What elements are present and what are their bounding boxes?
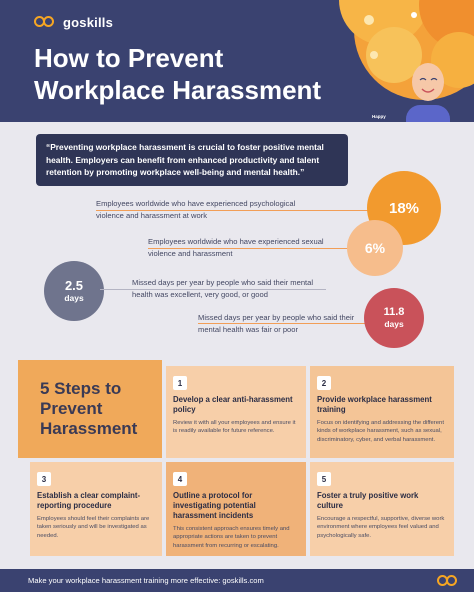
step-title: Provide workplace harassment training	[317, 395, 432, 414]
step-card-3	[30, 462, 162, 556]
step-number: 4	[173, 472, 187, 486]
quote-box: “Preventing workplace harassment is crucial to foster positive mental health. Employers can benefit from enhanced productivity and talent retention by promoting workplace well-being and mental health.”	[36, 134, 348, 186]
stat-label-good-health: Missed days per year by people who said their mental health was excellent, very good, or good	[132, 278, 314, 299]
footer-cta-link[interactable]: Make your workplace harassment training more effective: goskills.com	[28, 576, 264, 585]
step-card-4	[166, 462, 306, 556]
brand-logo[interactable]	[34, 14, 113, 30]
stat-circle-sexual	[347, 220, 403, 276]
stat-label-psychological: Employees worldwide who have experienced psychological violence and harassment at work	[96, 199, 296, 220]
logo-text: goskills	[63, 14, 114, 30]
stat-circle-poor-health	[364, 288, 424, 348]
stat-circle-good-health	[44, 261, 104, 321]
steps-title: 5 Steps to Prevent Harassment	[40, 379, 138, 438]
stat-label-sexual: Employees worldwide who have experienced sexual violence and harassment	[148, 237, 324, 258]
footer-bar	[0, 569, 474, 592]
steps-title-block	[18, 360, 162, 458]
stat-unit-good-health: days	[64, 293, 84, 304]
step-description: Employees should feel their complaints are taken seriously and will be investigated as needed.	[37, 516, 150, 539]
step-number: 5	[317, 472, 331, 486]
step-title: Outline a protocol for investigating potential harassment incidents	[173, 491, 256, 520]
stat-value-psychological: 18%	[388, 199, 420, 217]
step-number: 1	[173, 376, 187, 390]
leader-line	[148, 248, 354, 249]
step-number: 2	[317, 376, 331, 390]
step-description: Encourage a respectful, supportive, diverse work environment where employees feel valued and psychologically safe.	[317, 516, 445, 539]
stat-unit-poor-health: days	[384, 319, 404, 330]
happy-person-illustration	[274, 0, 474, 122]
step-title: Develop a clear anti-harassment policy	[173, 395, 293, 414]
step-card-2	[310, 366, 454, 458]
step-card-5	[310, 462, 454, 556]
page-title: How to Prevent Workplace Harassment	[34, 43, 322, 105]
happy-badge: Happy	[372, 114, 386, 119]
stat-value-poor-health: 11.8	[383, 306, 405, 319]
step-description: This consistent approach ensures timely and appropriate actions are taken to prevent harassment from recurring or escalating.	[173, 526, 290, 549]
goskills-logo-icon	[34, 14, 58, 30]
stat-value-good-health: 2.5	[64, 278, 84, 294]
step-card-1	[166, 366, 306, 458]
stat-label-poor-health: Missed days per year by people who said their mental health was fair or poor	[198, 313, 355, 334]
leader-line	[198, 323, 368, 324]
header-banner	[0, 0, 474, 122]
step-description: Focus on identifying and addressing the different kinds of workplace harassment, such as sexual, discriminatory, cyber, and verbal harassment.	[317, 420, 444, 443]
leader-line	[96, 210, 378, 211]
step-description: Review it with all your employees and ensure it is readily available for future reference.	[173, 420, 296, 435]
step-title: Establish a clear complaint-reporting procedure	[37, 491, 141, 510]
goskills-logo-icon	[437, 573, 461, 589]
step-number: 3	[37, 472, 51, 486]
stat-value-sexual: 6%	[364, 240, 386, 256]
steps-section	[18, 360, 454, 556]
step-title: Foster a truly positive work culture	[317, 491, 419, 510]
